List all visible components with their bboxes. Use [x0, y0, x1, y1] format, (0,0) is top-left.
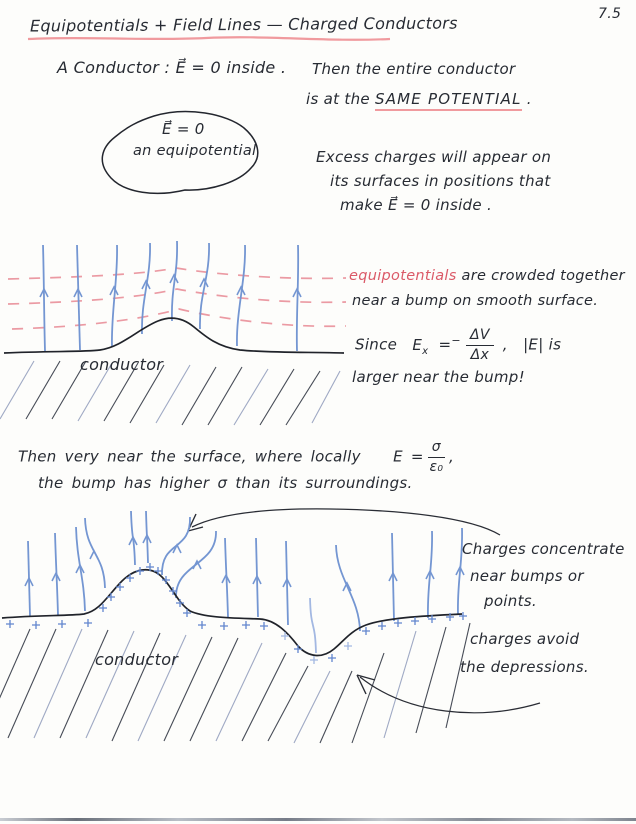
scan-edge-artifact [0, 818, 636, 821]
hatch-line [190, 638, 238, 741]
equals-sign: = [438, 335, 452, 354]
concentrate-note-line1: Charges concentrate [462, 540, 625, 558]
field-lines [25, 511, 464, 653]
blob-formula: E⃗ = 0 [162, 120, 205, 138]
plus-charge [242, 621, 250, 629]
hatch-line [26, 361, 60, 419]
equipotential-dashed-lines [8, 268, 346, 329]
title-underline [26, 34, 394, 44]
hatch-line [0, 361, 34, 419]
plus-charge [362, 627, 370, 635]
hatch-line [182, 367, 216, 425]
avoid-note-line1: charges avoid [470, 630, 580, 648]
comma: , [502, 335, 508, 354]
hatch-line [208, 367, 242, 425]
local-field-line1 [18, 440, 454, 474]
conductor-statement: A Conductor : E⃗ = 0 inside . [57, 58, 287, 77]
charge-figure-label: conductor [95, 650, 179, 669]
plus-charge [220, 622, 228, 630]
field-arrowhead [90, 551, 98, 559]
plus-charge [198, 621, 206, 629]
field-line [336, 545, 360, 631]
same-potential-caps: SAME POTENTIAL [375, 90, 522, 111]
same-potential-line2 [306, 90, 532, 108]
local-field-comma: , [448, 447, 455, 466]
field-line [77, 245, 80, 350]
pointer-arrow-to-depression [360, 677, 540, 713]
plus-charge [260, 622, 268, 630]
crowding-note-line3 [355, 328, 561, 362]
plus-charge [116, 583, 124, 591]
dV-dx-fraction: $\frac{\Delta V}{\Delta x}$ [466, 328, 494, 362]
hatch-line [352, 653, 384, 743]
plus-charge [84, 619, 92, 627]
field-line [286, 541, 288, 625]
plus-charge [6, 620, 14, 628]
plus-charge [126, 574, 134, 582]
hatch-line [384, 631, 416, 738]
hatch-line [260, 369, 294, 425]
plus-charges [6, 563, 467, 664]
field-line [142, 243, 150, 334]
hatch-line [86, 631, 134, 738]
plus-charge [328, 654, 336, 662]
hatch-line [8, 629, 56, 738]
concentrate-note-line3: points. [484, 592, 537, 610]
equipotentials-red-word: equipotentials [349, 268, 457, 284]
plus-charge [32, 621, 40, 629]
sigma-epsilon-fraction: $\frac{\sigma}{\text{ε₀}}$ [429, 439, 444, 475]
minus-sign: − [451, 333, 461, 347]
bump-field-diagram [0, 237, 350, 437]
hatch-line [234, 369, 268, 425]
plus-charge [136, 567, 144, 575]
field-line [310, 598, 316, 653]
plus-charge [394, 619, 402, 627]
field-line [392, 533, 394, 621]
Ex-symbol: $E_x$ [412, 335, 429, 357]
crowding-note-line2: near a bump on smooth surface. [352, 293, 599, 309]
crowding-line1-rest: are crowded together [456, 268, 625, 284]
field-line [237, 245, 245, 346]
E-magnitude: |E| is [523, 335, 562, 354]
plus-charge [154, 567, 162, 575]
since-word: Since [355, 335, 398, 354]
excess-note-line1: Excess charges will appear on [316, 148, 552, 166]
page-number: 7.5 [598, 6, 622, 22]
blob-caption: an equipotential [133, 143, 257, 159]
excess-note-line3: make E⃗ = 0 inside . [340, 196, 493, 214]
avoid-note-line2: the depressions. [460, 658, 589, 676]
conductor-surface [4, 318, 344, 353]
plus-charge [294, 645, 302, 653]
plus-charge [176, 599, 184, 607]
same-potential-line1: Then the entire conductor [312, 60, 516, 78]
hatch-line [60, 630, 108, 738]
hatch-line [312, 371, 340, 423]
page-title: Equipotentials + Field Lines — Charged Conductors [29, 13, 458, 36]
hatch-line [416, 627, 446, 733]
field-line [43, 245, 45, 351]
plus-charge [310, 656, 318, 664]
pointer-arrow-to-bump [192, 509, 500, 535]
field-line [112, 245, 117, 347]
same-potential-pre: is at the [306, 90, 375, 108]
plus-charge [58, 620, 66, 628]
field-lines [40, 241, 301, 351]
excess-note-line2: its surfaces in positions that [330, 172, 551, 190]
concentrate-note-line2: near bumps or [470, 567, 584, 585]
crowding-note-line4: larger near the bump! [352, 368, 525, 386]
hatching [0, 623, 470, 743]
same-potential-post: . [521, 90, 532, 108]
field-line [297, 245, 298, 351]
hatching [0, 361, 340, 425]
local-field-line1-text: Then very near the surface, where locally [18, 447, 361, 466]
plus-charge [459, 612, 467, 620]
plus-charge [411, 617, 419, 625]
plus-charge [378, 622, 386, 630]
plus-charge [107, 593, 115, 601]
crowding-note-line1 [349, 268, 625, 284]
hatch-line [34, 629, 82, 738]
E-equals: E = [393, 447, 424, 466]
plus-charge [344, 642, 352, 650]
hatch-line [242, 653, 286, 741]
local-field-line2: the bump has higher σ than its surroundings. [38, 474, 413, 492]
field-arrowhead [173, 545, 181, 553]
hatch-line [216, 643, 262, 741]
bump-figure-label: conductor [80, 355, 164, 374]
